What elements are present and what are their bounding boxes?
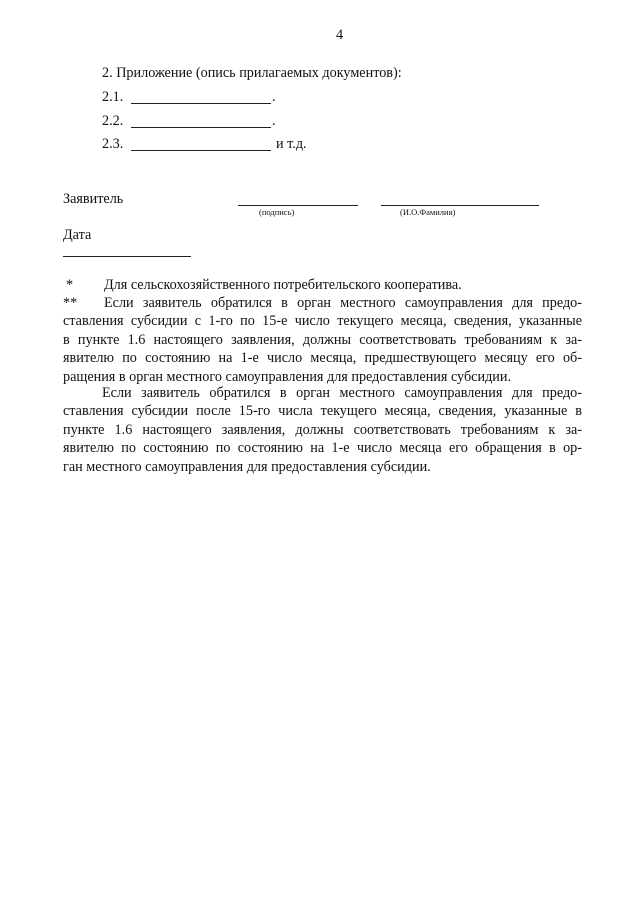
paragraph-line: ращения в орган местного самоуправления для предоставления субсидии.: [63, 368, 512, 385]
page-number: 4: [336, 27, 344, 43]
attachment-item-number: 2.2.: [102, 113, 124, 129]
attachment-item-blank: [131, 150, 271, 151]
date-label: Дата: [63, 227, 92, 243]
footnote-marker-single: *: [66, 277, 74, 293]
paragraph-line: пункте 1.6 настоящего заявления, должны соответствовать требованиям к за-: [63, 421, 582, 438]
paragraph-line: ган местного самоуправления для предоставления субсидии.: [63, 458, 431, 475]
paragraph-line: в пункте 1.6 настоящего заявления, должны соответствовать требованиям к за-: [63, 331, 582, 348]
name-caption: (И.О.Фамилия): [400, 207, 456, 217]
paragraph-line: ставления субсидии с 1-го по 15-е число текущего месяца, сведения, указанные: [63, 313, 582, 330]
attachment-heading: 2. Приложение (опись прилагаемых документов):: [102, 65, 402, 81]
attachment-item-suffix: .: [272, 89, 276, 105]
footnote-marker-double: **: [63, 295, 78, 311]
paragraph-line: явителю по состоянию по состоянию на 1-е число месяца его обращения в ор-: [63, 440, 582, 457]
attachment-item-suffix: .: [272, 113, 276, 129]
footnote-single-text: Для сельскохозяйственного потребительского кооператива.: [104, 277, 462, 293]
attachment-item-number: 2.3.: [102, 136, 124, 152]
footnote-double-paragraph: [63, 294, 582, 386]
name-line: [381, 205, 539, 206]
paragraph-line: явителю по состоянию на 1-е число месяца, предшествующего месяцу его об-: [63, 350, 582, 367]
attachment-item-suffix: и т.д.: [276, 136, 307, 152]
signature-line: [238, 205, 358, 206]
attachment-item-blank: [131, 127, 271, 128]
applicant-label: Заявитель: [63, 191, 124, 207]
paragraph-line: Если заявитель обратился в орган местного самоуправления для предо-: [104, 295, 582, 311]
paragraph-line: ставления субсидии после 15-го числа текущего месяца, сведения, указанные в: [63, 403, 582, 420]
attachment-item-number: 2.1.: [102, 89, 124, 105]
signature-caption: (подпись): [259, 207, 295, 217]
paragraph-line: Если заявитель обратился в орган местного самоуправления для предо-: [102, 385, 582, 401]
date-line: [63, 256, 191, 257]
attachment-item-blank: [131, 103, 271, 104]
footnote-second-paragraph: [63, 384, 582, 476]
